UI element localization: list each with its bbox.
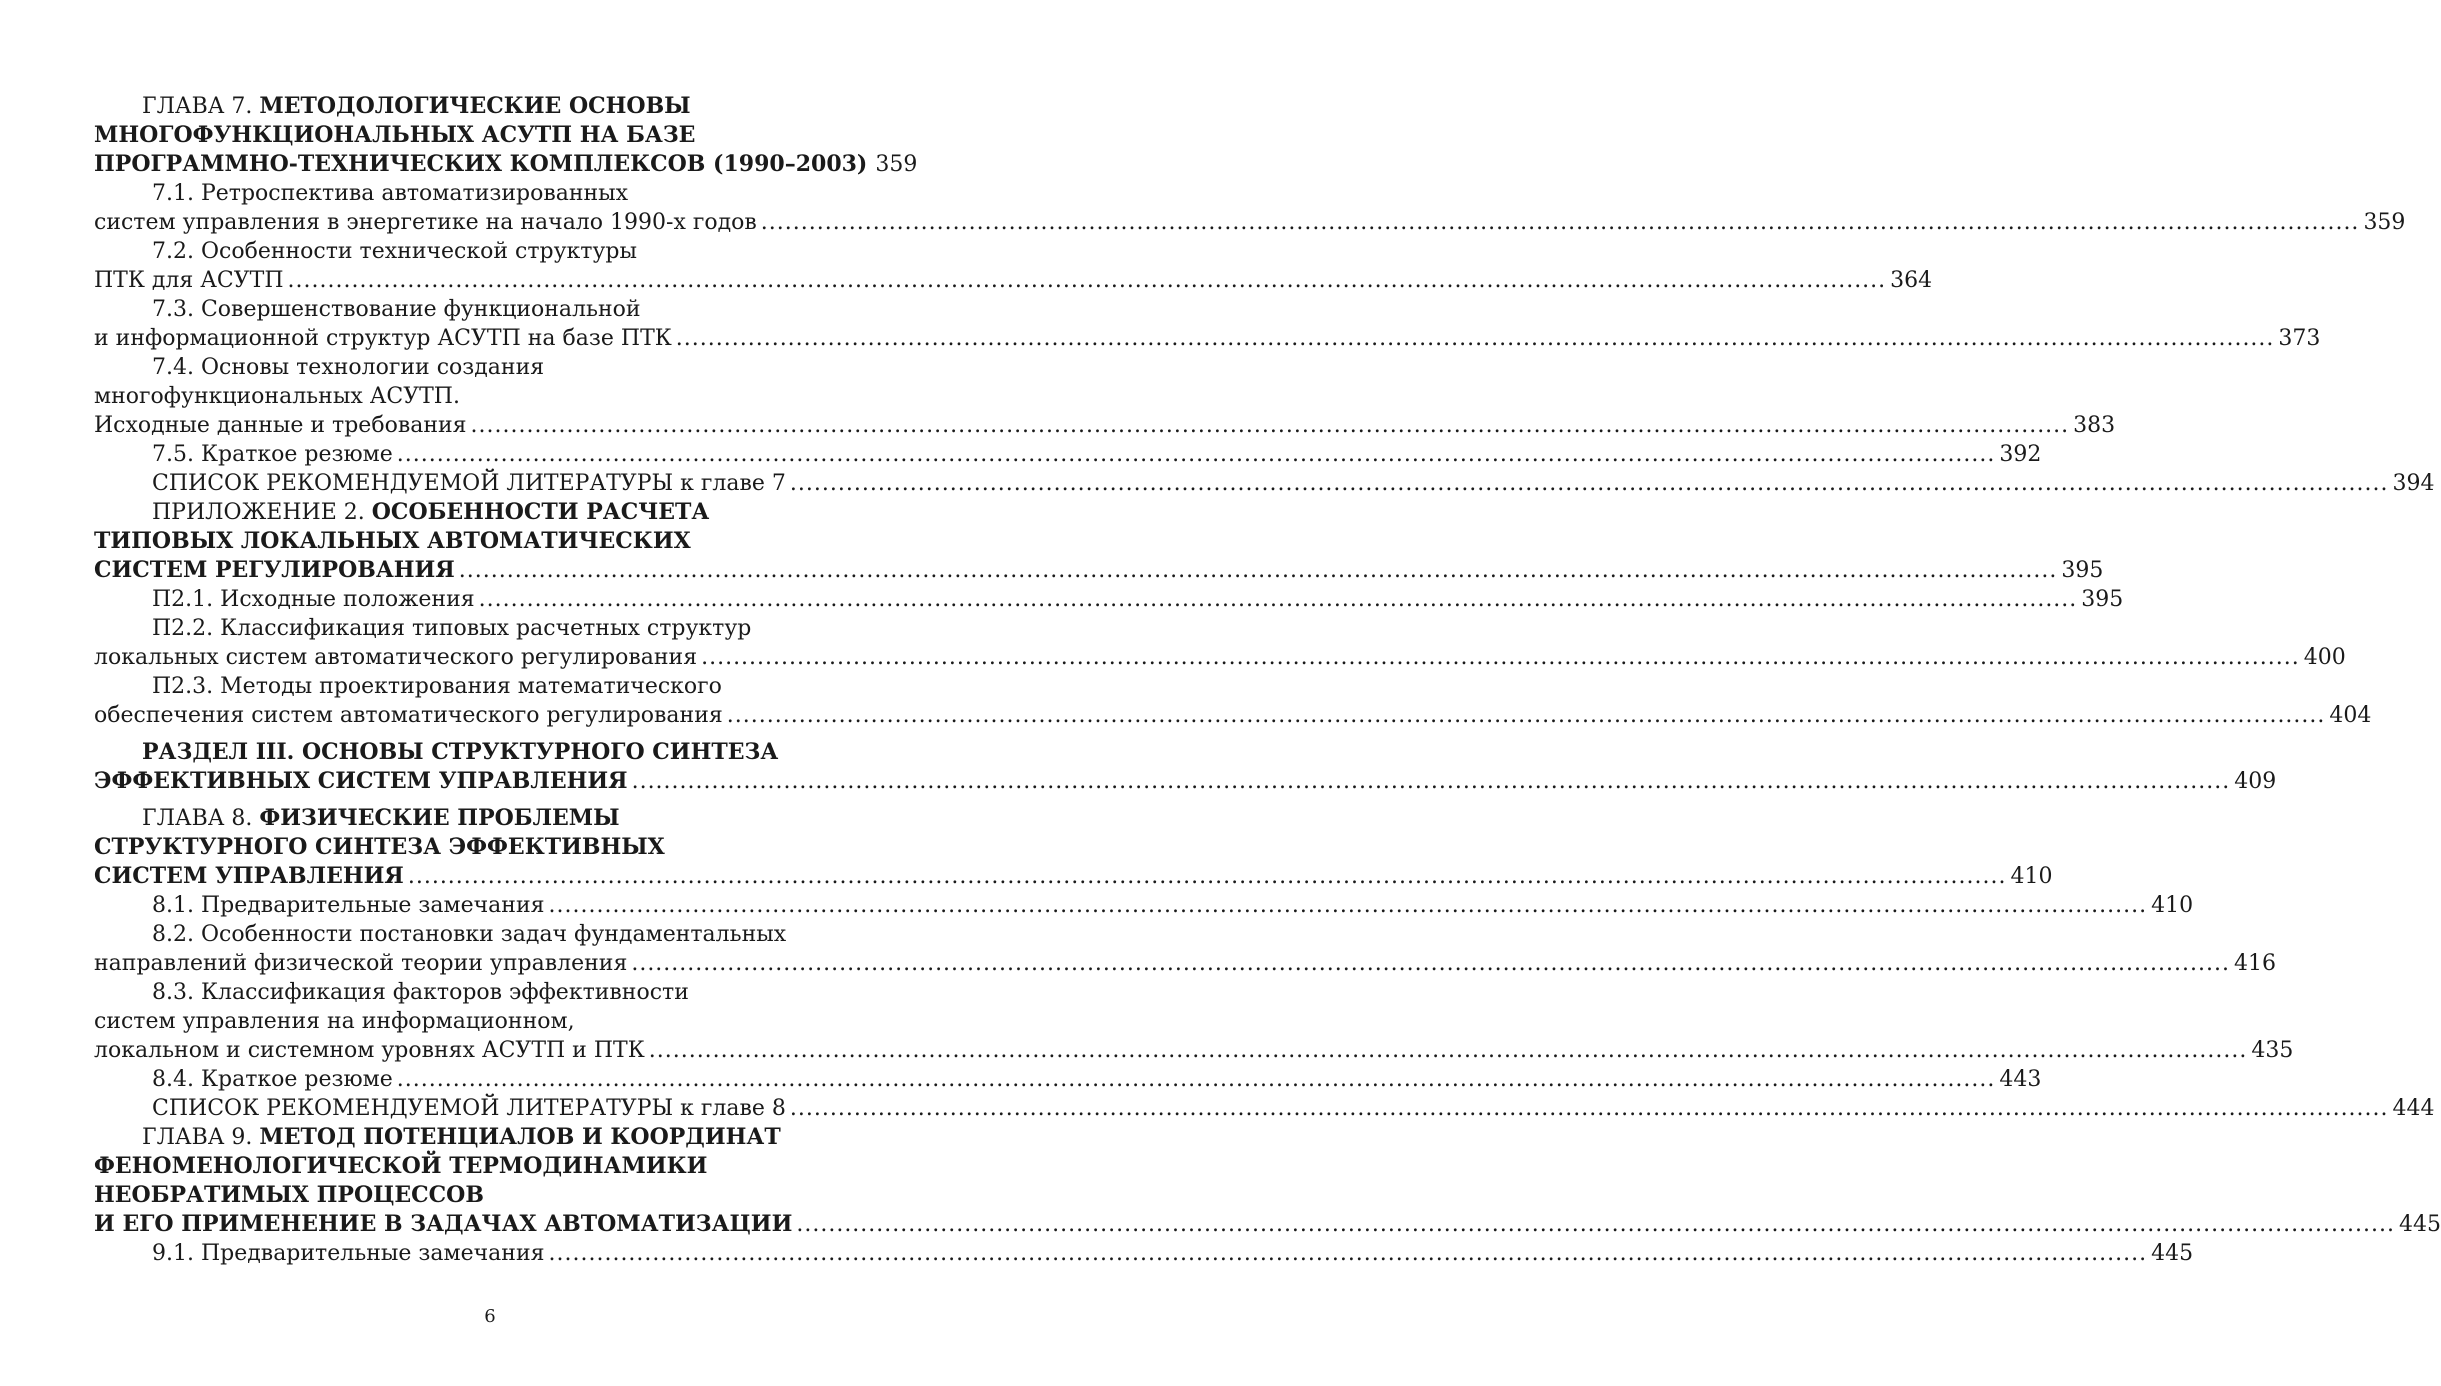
toc-text-segment: Исходные данные и требования <box>94 413 467 438</box>
toc-text-segment: 8.2. Особенности постановки задач фундаментальных <box>152 922 787 947</box>
toc-entry-text <box>152 469 786 498</box>
toc-page-number: 394 <box>2392 471 2435 496</box>
toc-entry-text <box>94 324 672 353</box>
toc-entry-last-line <box>94 324 2321 353</box>
toc-entry <box>94 92 918 179</box>
toc-text-segment: ПТК для АСУТП <box>94 268 284 293</box>
dot-leader: ........................................................................................................................................................................................................ <box>548 893 2148 918</box>
toc-text-segment: МЕТОД ПОТЕНЦИАЛОВ И КООРДИНАТ <box>259 1124 781 1150</box>
toc-page-number: 410 <box>2151 893 2194 918</box>
toc-entry <box>94 498 2104 585</box>
dot-leader: ........................................................................................................................................................................................................ <box>548 1241 2148 1266</box>
toc-page-number: 383 <box>2073 413 2116 438</box>
toc-entry <box>94 614 2346 672</box>
toc-entry <box>94 585 2124 614</box>
dot-leader: ........................................................................................................................................................................................................ <box>631 769 2231 794</box>
toc-entry-text <box>152 1239 545 1268</box>
toc-text-segment: СПИСОК РЕКОМЕНДУЕМОЙ ЛИТЕРАТУРЫ к главе 8 <box>152 1096 786 1121</box>
toc-entry-line <box>94 498 886 527</box>
toc-entry-text <box>94 643 697 672</box>
toc-text-segment: локальных систем автоматического регулирования <box>94 645 698 670</box>
toc-entry-line <box>94 738 886 767</box>
toc-page-number: 435 <box>2251 1038 2294 1063</box>
toc-entry-text <box>94 556 455 585</box>
toc-entry-line <box>94 978 886 1007</box>
toc-entry <box>94 738 2277 796</box>
dot-leader: ........................................................................................................................................................................................................ <box>701 645 2300 670</box>
toc-text-segment: 8.4. Краткое резюме <box>152 1067 393 1092</box>
toc-text-segment: ПРОГРАММНО-ТЕХНИЧЕСКИХ КОМПЛЕКСОВ (1990–2003) <box>94 151 868 177</box>
toc-text-segment: 7.2. Особенности технической структуры <box>152 239 637 264</box>
toc-text-segment: СПИСОК РЕКОМЕНДУЕМОЙ ЛИТЕРАТУРЫ к главе 7 <box>152 471 786 496</box>
toc-entry-line <box>94 614 886 643</box>
toc-entry <box>94 891 2194 920</box>
toc-entry-last-line <box>94 862 2053 891</box>
toc-entry <box>94 1123 2441 1239</box>
toc-entry-text <box>152 585 475 614</box>
toc-entry-text <box>94 411 467 440</box>
toc-text-segment: многофункциональных АСУТП. <box>94 384 460 409</box>
toc-entry-last-line <box>94 1239 2194 1268</box>
toc-entry-last-line <box>94 949 2276 978</box>
toc-entry-line <box>94 833 886 862</box>
toc-page-number: 395 <box>2081 587 2124 612</box>
dot-leader: ........................................................................................................................................................................................................ <box>760 210 2360 235</box>
dot-leader: ........................................................................................................................................................................................................ <box>648 1038 2248 1063</box>
toc-text-segment: П2.2. Классификация типовых расчетных структур <box>152 616 752 641</box>
dot-leader: ........................................................................................................................................................................................................ <box>396 442 1996 467</box>
toc-page-number: 373 <box>2278 326 2321 351</box>
toc-entry <box>94 978 2294 1065</box>
toc-text-segment: ГЛАВА 8. <box>142 806 260 831</box>
toc-text-segment: 9.1. Предварительные замечания <box>152 1241 545 1266</box>
toc-text-segment: и информационной структур АСУТП на базе ПТК <box>94 326 672 351</box>
toc-text-segment: локальном и системном уровнях АСУТП и ПТК <box>94 1038 645 1063</box>
toc-entry-line <box>94 527 886 556</box>
toc-page-number: 392 <box>1999 442 2042 467</box>
toc-entry-last-line <box>94 440 2042 469</box>
toc-entry <box>94 440 2042 469</box>
toc-text-segment: ФИЗИЧЕСКИЕ ПРОБЛЕМЫ <box>259 805 620 831</box>
toc-entry-last-line <box>94 1065 2042 1094</box>
toc-entry-last-line <box>94 1036 2294 1065</box>
toc-entry-text <box>94 150 867 179</box>
toc-entry-line <box>94 179 886 208</box>
toc-entry-line <box>94 353 886 382</box>
dot-leader: ........................................................................................................................................................................................................ <box>287 268 1887 293</box>
toc-entry-last-line <box>94 266 1933 295</box>
toc-entry-last-line <box>94 411 2116 440</box>
toc-entry <box>94 1239 2194 1268</box>
toc-entry-line <box>94 121 886 150</box>
toc-text-segment: 8.3. Классификация факторов эффективности <box>152 980 689 1005</box>
dot-leader: ........................................................................................................................................................................................................ <box>458 558 2058 583</box>
toc-entry-text <box>94 1210 792 1239</box>
toc-entry-line <box>94 295 886 324</box>
toc-text-segment: систем управления на информационном, <box>94 1009 575 1034</box>
toc-text-segment: СИСТЕМ РЕГУЛИРОВАНИЯ <box>94 557 455 583</box>
toc-text-segment: РАЗДЕЛ III. ОСНОВЫ СТРУКТУРНОГО СИНТЕЗА <box>142 739 779 765</box>
toc-text-segment: 8.1. Предварительные замечания <box>152 893 545 918</box>
toc-text-segment: направлений физической теории управления <box>94 951 628 976</box>
toc-page-number: 416 <box>2233 951 2276 976</box>
dot-leader: ........................................................................................................................................................................................................ <box>631 951 2230 976</box>
table-of-contents <box>94 92 2441 1268</box>
toc-entry-text <box>152 1065 393 1094</box>
dot-leader: ........................................................................................................................................................................................................ <box>796 1212 2395 1237</box>
toc-entry-text <box>94 949 627 978</box>
toc-text-segment: СТРУКТУРНОГО СИНТЕЗА ЭФФЕКТИВНЫХ <box>94 834 665 860</box>
toc-text-segment: ФЕНОМЕНОЛОГИЧЕСКОЙ ТЕРМОДИНАМИКИ <box>94 1153 708 1179</box>
toc-page-number: 443 <box>1999 1067 2042 1092</box>
toc-entry-text <box>94 266 284 295</box>
toc-entry-line <box>94 672 886 701</box>
toc-text-segment: П2.3. Методы проектирования математического <box>152 674 722 699</box>
toc-page-number: 445 <box>2151 1241 2194 1266</box>
toc-text-segment: ТИПОВЫХ ЛОКАЛЬНЫХ АВТОМАТИЧЕСКИХ <box>94 528 691 554</box>
toc-text-segment: 7.3. Совершенствование функциональной <box>152 297 641 322</box>
toc-text-segment: 7.4. Основы технологии создания <box>152 355 545 380</box>
page-number: 6 <box>484 1306 496 1327</box>
dot-leader: ........................................................................................................................................................................................................ <box>396 1067 1996 1092</box>
toc-entry-last-line <box>94 1094 2435 1123</box>
toc-entry <box>94 179 2406 237</box>
toc-entry-last-line <box>94 767 2277 796</box>
toc-text-segment: МНОГОФУНКЦИОНАЛЬНЫХ АСУТП НА БАЗЕ <box>94 122 696 148</box>
toc-entry-last-line <box>94 150 918 179</box>
toc-entry <box>94 295 2321 353</box>
toc-entry <box>94 672 2372 730</box>
toc-text-segment: СИСТЕМ УПРАВЛЕНИЯ <box>94 863 404 889</box>
toc-entry-last-line <box>94 1210 2441 1239</box>
toc-entry-last-line <box>94 208 2406 237</box>
dot-leader: ........................................................................................................................................................................................................ <box>407 864 2007 889</box>
toc-entry-line <box>94 1152 886 1181</box>
toc-entry-last-line <box>94 585 2124 614</box>
toc-text-segment: 7.5. Краткое резюме <box>152 442 393 467</box>
toc-entry-text <box>94 862 404 891</box>
toc-page-number: 410 <box>2010 864 2053 889</box>
toc-entry-line <box>94 1123 886 1152</box>
toc-page-number: 400 <box>2303 645 2346 670</box>
toc-page-number: 404 <box>2329 703 2372 728</box>
toc-entry-text <box>152 891 545 920</box>
toc-entry-text <box>94 767 628 796</box>
toc-page-number: 445 <box>2399 1212 2441 1237</box>
toc-entry-text <box>94 208 757 237</box>
dot-leader: ........................................................................................................................................................................................................ <box>478 587 2078 612</box>
toc-entry <box>94 1065 2042 1094</box>
toc-entry-text <box>94 701 723 730</box>
toc-text-segment: ОСОБЕННОСТИ РАСЧЕТА <box>371 499 710 525</box>
toc-entry-last-line <box>94 643 2346 672</box>
toc-entry <box>94 237 1933 295</box>
toc-entry-line <box>94 804 886 833</box>
toc-entry <box>94 353 2116 440</box>
toc-entry-line <box>94 1181 886 1210</box>
toc-page-number: 395 <box>2061 558 2104 583</box>
toc-page-number: 359 <box>875 152 918 177</box>
toc-entry-line <box>94 92 886 121</box>
toc-entry-last-line <box>94 701 2372 730</box>
toc-page-number: 409 <box>2234 769 2277 794</box>
dot-leader: ........................................................................................................................................................................................................ <box>726 703 2326 728</box>
toc-text-segment: ГЛАВА 9. <box>142 1125 260 1150</box>
toc-entry-line <box>94 237 886 266</box>
toc-text-segment: МЕТОДОЛОГИЧЕСКИЕ ОСНОВЫ <box>259 93 691 119</box>
toc-entry <box>94 1094 2435 1123</box>
toc-entry-last-line <box>94 469 2435 498</box>
toc-page-number: 444 <box>2392 1096 2435 1121</box>
toc-text-segment: систем управления в энергетике на начало 1990-х годов <box>94 210 757 235</box>
toc-entry-last-line <box>94 891 2194 920</box>
toc-text-segment: ЭФФЕКТИВНЫХ СИСТЕМ УПРАВЛЕНИЯ <box>94 768 628 794</box>
toc-text-segment: ГЛАВА 7. <box>142 94 260 119</box>
toc-page-number: 359 <box>2363 210 2406 235</box>
toc-entry-text <box>152 440 393 469</box>
toc-entry <box>94 469 2435 498</box>
toc-text-segment: 7.1. Ретроспектива автоматизированных <box>152 181 629 206</box>
toc-text-segment: НЕОБРАТИМЫХ ПРОЦЕССОВ <box>94 1182 484 1208</box>
toc-page-number: 364 <box>1890 268 1933 293</box>
toc-entry-line <box>94 920 886 949</box>
toc-text-segment: П2.1. Исходные положения <box>152 587 475 612</box>
toc-entry <box>94 804 2053 891</box>
dot-leader: ........................................................................................................................................................................................................ <box>789 1096 2389 1121</box>
toc-text-segment: ПРИЛОЖЕНИЕ 2. <box>152 500 372 525</box>
toc-entry-line <box>94 382 886 411</box>
toc-entry-text <box>152 1094 786 1123</box>
toc-entry <box>94 920 2276 978</box>
dot-leader: ........................................................................................................................................................................................................ <box>675 326 2275 351</box>
dot-leader: ........................................................................................................................................................................................................ <box>470 413 2070 438</box>
toc-text-segment: И ЕГО ПРИМЕНЕНИЕ В ЗАДАЧАХ АВТОМАТИЗАЦИИ <box>94 1211 793 1237</box>
toc-entry-text <box>94 1036 645 1065</box>
toc-text-segment: обеспечения систем автоматического регулирования <box>94 703 723 728</box>
dot-leader: ........................................................................................................................................................................................................ <box>789 471 2389 496</box>
toc-entry-last-line <box>94 556 2104 585</box>
toc-entry-line <box>94 1007 886 1036</box>
